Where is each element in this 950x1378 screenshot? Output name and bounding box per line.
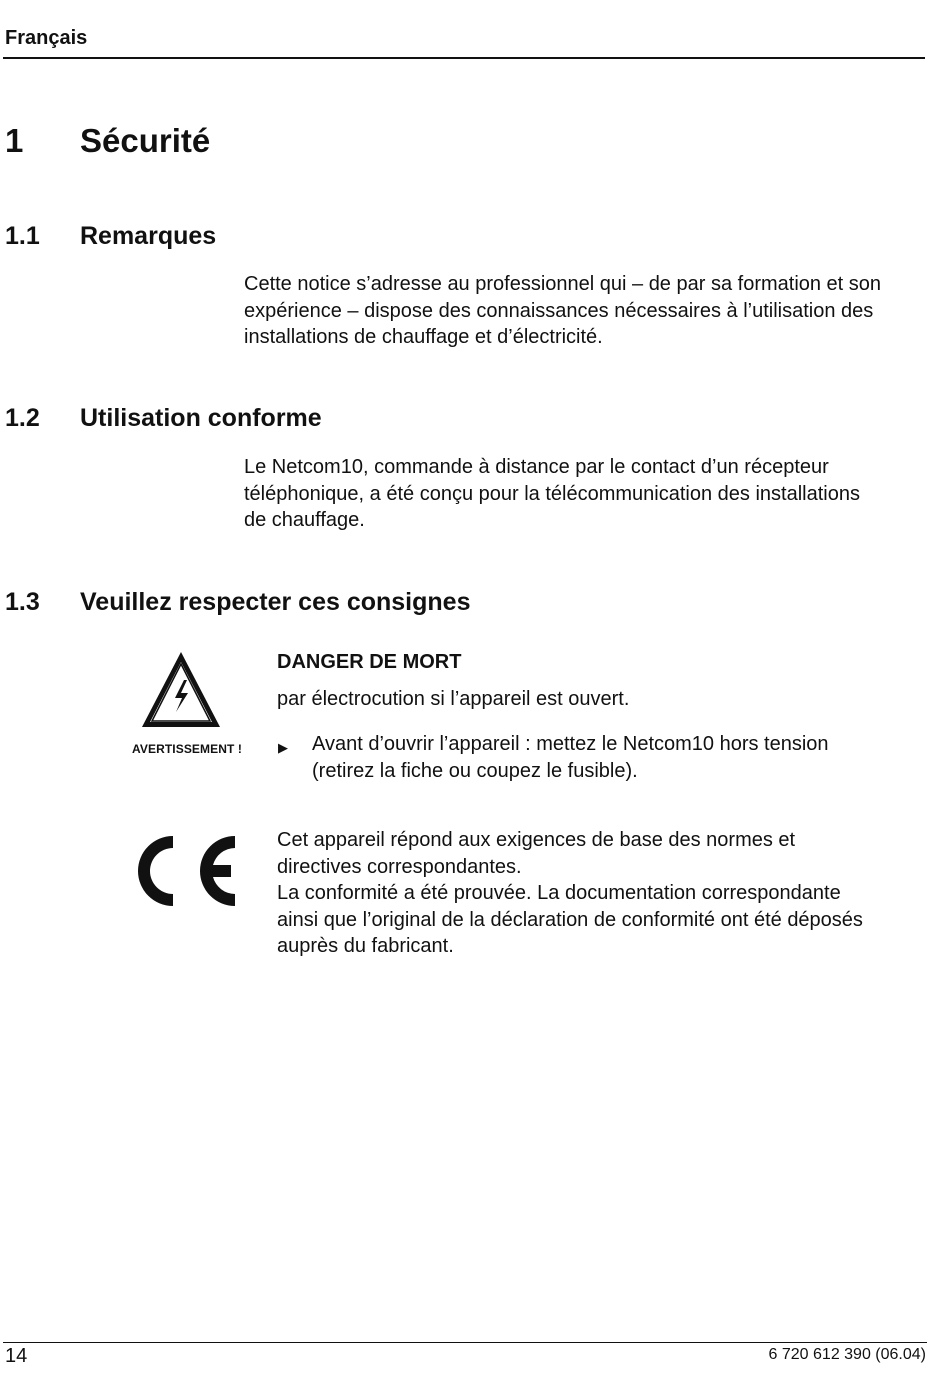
paragraph-line: de chauffage. xyxy=(244,509,365,531)
bullet-marker-icon: ▶ xyxy=(278,740,288,755)
ce-line: directives correspondantes. xyxy=(277,855,522,878)
paragraph-line: Le Netcom10, commande à distance par le contact d’un récepteur xyxy=(244,456,829,478)
section-1-2-paragraph xyxy=(244,454,934,534)
document-id: 6 720 612 390 (06.04) xyxy=(768,1346,926,1363)
section-1-title: Sécurité xyxy=(80,122,211,159)
danger-subtitle: par électrocution si l’appareil est ouvert. xyxy=(277,688,630,710)
paragraph-line: Cette notice s’adresse au professionnel qui – de par sa formation et son xyxy=(244,273,882,295)
warning-instruction xyxy=(312,731,932,784)
danger-title: DANGER DE MORT xyxy=(277,651,462,673)
section-1-3-number: 1.3 xyxy=(5,588,40,616)
section-1-2-title: Utilisation conforme xyxy=(80,404,322,432)
paragraph-line: téléphonique, a été conçu pour la télécommunication des installations xyxy=(244,482,860,505)
paragraph-line: installations de chauffage et d’électricité. xyxy=(244,326,603,348)
warning-label: AVERTISSEMENT ! xyxy=(132,742,242,756)
ce-mark-icon xyxy=(133,830,239,912)
section-1-1-number: 1.1 xyxy=(5,222,40,250)
paragraph-line: expérience – dispose des connaissances nécessaires à l’utilisation des xyxy=(244,299,874,322)
instruction-line: Avant d’ouvrir l’appareil : mettez le Netcom10 hors tension xyxy=(312,733,829,755)
section-1-number: 1 xyxy=(5,122,24,159)
ce-line: La conformité a été prouvée. La documentation correspondante xyxy=(277,882,841,904)
header-divider xyxy=(3,57,925,59)
footer-divider xyxy=(3,1342,927,1343)
header-language: Français xyxy=(5,27,88,49)
section-1-1-title: Remarques xyxy=(80,222,217,250)
page-number: 14 xyxy=(5,1345,28,1367)
ce-line: Cet appareil répond aux exigences de base des normes et xyxy=(277,829,796,851)
section-1-2-number: 1.2 xyxy=(5,404,40,432)
section-1-1-paragraph xyxy=(244,271,934,351)
ce-line: auprès du fabricant. xyxy=(277,935,454,957)
high-voltage-warning-icon xyxy=(140,650,222,730)
ce-line: ainsi que l’original de la déclaration de conformité ont été déposés xyxy=(277,908,863,931)
ce-paragraph xyxy=(277,827,937,960)
instruction-line: (retirez la fiche ou coupez le fusible). xyxy=(312,759,638,782)
section-1-3-title: Veuillez respecter ces consignes xyxy=(80,588,471,616)
